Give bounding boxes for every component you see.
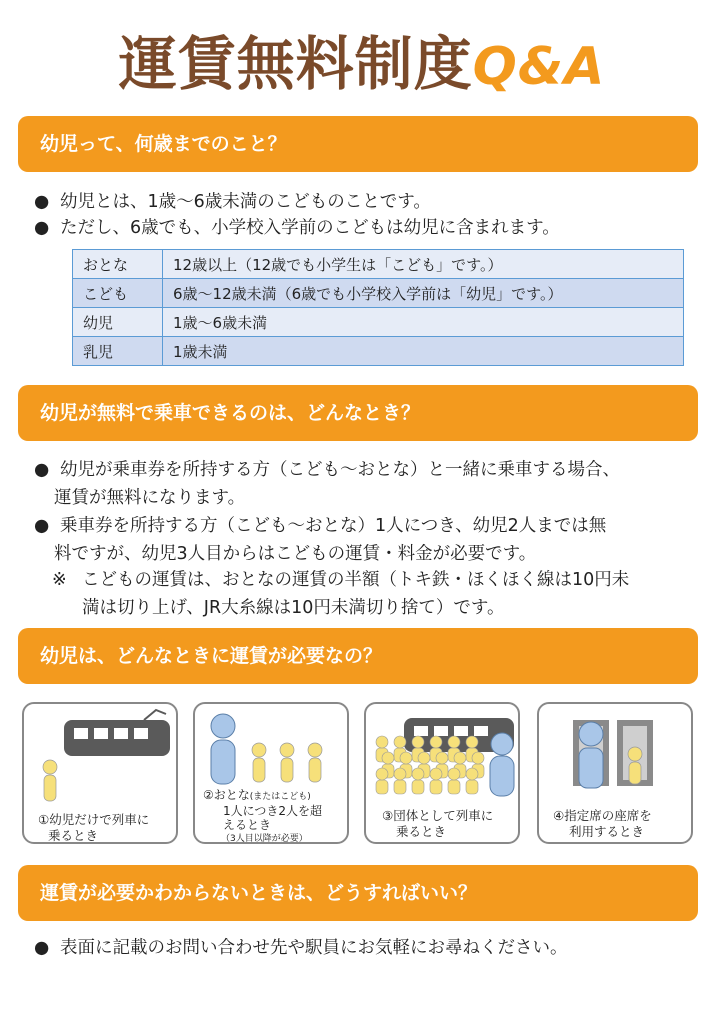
table-row [73,250,684,279]
q4-bullet [34,934,704,962]
child-head [454,752,466,764]
table-row [73,337,684,366]
card-caption [38,812,149,844]
child-head [394,736,406,748]
case-card-3 [364,702,520,844]
case-card-1 [22,702,178,844]
table-cell-label: 幼児 [73,308,163,337]
child-body [412,780,424,794]
child-head [448,736,460,748]
bullet-text: 幼児が乗車券を所持する方（こども～おとな）と一緒に乗車する場合、 [60,460,620,480]
table-cell-desc: 12歳以上（12歳でも小学生は「こども」です。） [163,250,684,279]
child-head [412,736,424,748]
bullet-dot: ● [34,192,50,212]
child-head [412,768,424,780]
caption-line: 利用するとき [569,824,645,839]
caption-line: ①幼児だけで列車に [38,812,150,827]
caption-note: （3人目以降が必要） [221,834,308,844]
adult-figure-icon [490,733,514,796]
child-head [400,752,412,764]
table-cell-label: 乳児 [73,337,163,366]
bullet-text: ただし、6歳でも、小学校入学前のこどもは幼児に含まれます。 [60,218,560,238]
child-body [448,780,460,794]
case-card-2 [193,702,349,844]
caption-line: ④指定席の座席を [553,808,652,823]
note-text-cont: 満は切り上げ、JR大糸線は10円未満切り捨て）です。 [82,598,505,618]
child-figure-icon [628,747,642,784]
title-qa: Q&A [472,37,606,97]
q1-bullet-2 [34,214,704,242]
caption-small: (またはこども) [249,792,311,802]
note-text: こどもの運賃は、おとなの運賃の半額（トキ鉄・ほくほく線は10円未 [82,570,630,590]
bullet-dot: ● [34,516,50,536]
q1-bullet-1 [34,188,704,216]
question-band-4: 運賃が必要かわからないときは、どうすればいい？ [18,865,698,921]
bullet-text-cont: 料ですが、幼児3人目からはこどもの運賃・料金が必要です。 [54,544,537,564]
table-cell-desc: 1歳未満 [163,337,684,366]
card-caption [553,808,652,840]
caption-line: 乗るとき [396,824,447,839]
child-head [472,752,484,764]
child-body [376,780,388,794]
bullet-dot: ● [34,218,50,238]
child-head [436,752,448,764]
child-head [448,768,460,780]
adult-figure-icon [211,714,235,784]
child-head [394,768,406,780]
title-main: 運賃無料制度 [118,30,473,98]
age-table [72,249,684,366]
child-body [394,780,406,794]
note-mark: ※ [52,570,67,590]
bullet-text-cont: 運賃が無料になります。 [54,488,246,508]
q2-note [52,566,702,622]
child-head [466,736,478,748]
bullet-text: 乗車券を所持する方（こども～おとな）1人につき、幼児2人までは無 [60,516,607,536]
caption-line: えるとき [223,818,272,832]
child-head [376,768,388,780]
caption-line: ②おとな [203,788,250,802]
table-cell-label: おとな [73,250,163,279]
train-icon [64,710,170,756]
child-head [430,736,442,748]
table-cell-desc: 6歳～12歳未満（6歳でも小学校入学前は「幼児」です。） [163,279,684,308]
question-band-3: 幼児は、どんなときに運賃が必要なの？ [18,628,698,684]
child-head [382,752,394,764]
card-caption [203,788,322,844]
child-body [466,780,478,794]
case-card-4 [537,702,693,844]
q2-bullet-2 [34,512,704,568]
q2-bullet-1 [34,456,704,512]
question-band-1: 幼児って、何歳までのこと？ [18,116,698,172]
table-cell-desc: 1歳～6歳未満 [163,308,684,337]
card-caption [382,808,493,840]
caption-line: ③団体として列車に [382,808,494,823]
bullet-text: 表面に記載のお問い合わせ先や駅員にお気軽にお尋ねください。 [60,938,568,958]
bullet-dot: ● [34,938,50,958]
bullet-dot: ● [34,460,50,480]
page-title [0,28,724,103]
bullet-text: 幼児とは、1歳～6歳未満のこどものことです。 [60,192,431,212]
child-figure-icon [43,760,57,801]
table-cell-label: こども [73,279,163,308]
child-head [466,768,478,780]
child-head [418,752,430,764]
table-row [73,308,684,337]
question-band-2: 幼児が無料で乗車できるのは、どんなとき？ [18,385,698,441]
adult-figure-icon [579,722,603,788]
caption-line: 1人につき2人を超 [223,804,323,818]
child-head [430,768,442,780]
child-figure-icon [252,743,322,782]
caption-line: 乗るとき [48,828,99,843]
child-body [430,780,442,794]
table-row [73,279,684,308]
child-head [376,736,388,748]
